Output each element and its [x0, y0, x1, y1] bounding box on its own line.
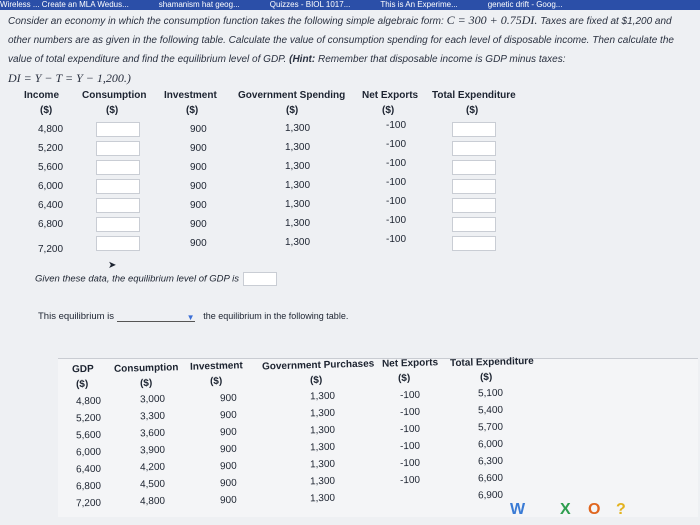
table2-cell: -100 — [399, 457, 421, 469]
table1-cell: -100 — [386, 120, 407, 131]
table2-unit: ($) — [139, 377, 153, 389]
table2-cell: 6,600 — [477, 472, 504, 485]
equilibrium-gdp-input[interactable] — [243, 272, 277, 286]
input-table — [0, 88, 700, 263]
total-expenditure-input[interactable] — [452, 179, 496, 194]
table1-header: Consumption — [82, 90, 147, 101]
table2-cell: 1,300 — [309, 441, 336, 454]
table1-cell: 1,300 — [285, 161, 311, 172]
table2-unit: ($) — [75, 378, 89, 391]
table1-unit: ($) — [186, 105, 199, 116]
table2-header: GDP — [71, 363, 94, 376]
table2-cell: 6,400 — [75, 463, 102, 476]
consumption-input[interactable] — [96, 217, 140, 232]
total-expenditure-input[interactable] — [452, 122, 496, 137]
table2-cell: 5,200 — [75, 412, 102, 425]
table1-cell: 900 — [190, 162, 207, 173]
table1-unit: ($) — [382, 105, 395, 116]
table1-cell: 900 — [190, 181, 207, 192]
table1-cell: -100 — [386, 215, 407, 226]
table2-cell: 3,300 — [139, 411, 166, 423]
table2-unit: ($) — [397, 373, 411, 385]
table2-cell: 1,300 — [309, 390, 336, 403]
table1-cell: -100 — [386, 139, 407, 150]
table1-unit: ($) — [286, 105, 299, 116]
hint-label: (Hint: — [289, 54, 316, 65]
table2-cell: 5,100 — [477, 387, 504, 400]
table2-header: Consumption — [113, 361, 179, 375]
table1-cell: 1,300 — [285, 180, 311, 191]
table2-cell: 6,900 — [477, 489, 504, 502]
total-expenditure-input[interactable] — [452, 217, 496, 232]
table2-header: Total Expenditure — [449, 355, 534, 370]
table2-cell: 6,000 — [477, 438, 504, 451]
table2-cell: 900 — [219, 426, 237, 439]
table2-unit: ($) — [479, 371, 493, 384]
table1-cell: 900 — [190, 238, 207, 249]
chevron-down-icon[interactable]: ▼ — [186, 313, 195, 322]
table1-header: Government Spending — [238, 90, 346, 101]
answer-table — [0, 338, 700, 518]
table1-unit: ($) — [106, 105, 119, 116]
question-text — [8, 11, 692, 89]
table2-cell: 900 — [219, 409, 237, 422]
consumption-formula: C = 300 + 0.75DI. — [446, 13, 538, 27]
table2-cell: -100 — [399, 389, 421, 401]
total-expenditure-input[interactable] — [452, 141, 496, 156]
table1-cell: 900 — [190, 200, 207, 211]
table1-cell: 7,200 — [38, 244, 64, 255]
table2-cell: 1,300 — [309, 475, 336, 488]
table2-cell: 6,300 — [477, 455, 504, 468]
mouse-cursor-icon: ➤ — [108, 260, 117, 271]
consumption-input[interactable] — [96, 141, 140, 156]
table2-cell: 4,800 — [139, 496, 166, 508]
table1-header: Net Exports — [362, 90, 419, 101]
table2-cell: -100 — [399, 474, 421, 486]
total-expenditure-input[interactable] — [452, 198, 496, 213]
help-icon[interactable]: ? — [616, 501, 626, 518]
table2-cell: 3,000 — [139, 394, 166, 406]
browser-tab[interactable]: This is An Experime... — [380, 0, 458, 9]
table2-cell: -100 — [399, 440, 421, 452]
table2-cell: 6,800 — [75, 480, 102, 493]
table2-cell: 900 — [219, 443, 237, 456]
table1-unit: ($) — [40, 105, 53, 116]
table1-cell: 1,300 — [285, 218, 311, 229]
table2-unit: ($) — [309, 374, 323, 386]
table1-cell: 6,800 — [38, 219, 64, 230]
hint-text: Remember that disposable income is GDP minus taxes: — [315, 54, 566, 65]
equilibrium-compare-prefix: This equilibrium is — [38, 311, 115, 322]
taskbar-dock — [260, 497, 700, 525]
word-app-icon[interactable]: W — [510, 501, 526, 518]
table1-header: Income — [24, 90, 60, 101]
table2-cell: 900 — [219, 477, 237, 490]
table1-cell: -100 — [386, 177, 407, 188]
table1-cell: 1,300 — [285, 123, 311, 134]
comparison-dropdown[interactable] — [117, 311, 195, 322]
browser-tab[interactable]: Quizzes - BIOL 1017... — [269, 0, 351, 9]
table2-cell: 4,500 — [139, 479, 166, 491]
table2-cell: 1,300 — [309, 492, 336, 505]
question-body: Taxes are fixed at $1,200 and other numbers are as given in the following table. Calculate the value of consumption spending for each level of disposable income. Then calculate the value of total expenditure and find the equilibrium level of GDP. — [8, 16, 674, 65]
table2-cell: 1,300 — [309, 458, 336, 471]
disposable-income-formula: DI = Y − T = Y − 1,200.) — [8, 71, 131, 85]
powerpoint-app-icon[interactable]: O — [588, 501, 601, 518]
table1-cell: 6,400 — [38, 200, 64, 211]
table1-unit: ($) — [466, 105, 479, 116]
browser-tab[interactable]: genetic drift - Goog... — [487, 0, 563, 9]
total-expenditure-input[interactable] — [452, 236, 496, 251]
consumption-input[interactable] — [96, 236, 140, 251]
table1-cell: -100 — [386, 196, 407, 207]
table2-cell: 4,800 — [75, 395, 102, 408]
table2-cell: 900 — [219, 494, 237, 507]
table1-cell: 1,300 — [285, 142, 311, 153]
consumption-input[interactable] — [96, 198, 140, 213]
table2-cell: 7,200 — [75, 497, 102, 510]
table1-cell: 5,200 — [38, 143, 64, 154]
consumption-input[interactable] — [96, 179, 140, 194]
table2-unit: ($) — [209, 376, 223, 388]
table2-cell: 900 — [219, 460, 237, 473]
total-expenditure-input[interactable] — [452, 160, 496, 175]
browser-tab[interactable]: shamanism hat geog... — [158, 0, 240, 9]
equilibrium-compare-suffix: the equilibrium in the following table. — [203, 311, 349, 321]
table1-cell: 900 — [190, 143, 207, 154]
table1-cell: 6,000 — [38, 181, 64, 192]
table1-cell: 900 — [190, 219, 207, 230]
table2-cell: 1,300 — [309, 424, 336, 437]
table2-cell: 1,300 — [309, 407, 336, 420]
table1-cell: 1,300 — [285, 237, 311, 248]
table1-cell: 5,600 — [38, 162, 64, 173]
table2-cell: 5,400 — [477, 404, 504, 417]
table2-cell: 4,200 — [139, 462, 166, 474]
browser-tab[interactable]: Wireless ... Create an MLA Wedus... — [0, 0, 129, 9]
table1-cell: 1,300 — [285, 199, 311, 210]
table2-cell: 5,600 — [75, 429, 102, 442]
consumption-input[interactable] — [96, 160, 140, 175]
table2-header: Net Exports — [381, 357, 439, 371]
table2-header: Investment — [189, 360, 243, 373]
table1-header: Total Expenditure — [432, 90, 516, 101]
question-intro: Consider an economy in which the consumption function takes the following simple algebraic form: — [8, 16, 447, 27]
browser-tab-bar[interactable] — [0, 0, 700, 10]
equilibrium-prompt: Given these data, the equilibrium level of GDP is — [35, 273, 239, 285]
equilibrium-prompt-line — [35, 272, 277, 286]
table1-cell: 4,800 — [38, 124, 64, 135]
table1-header: Investment — [164, 90, 217, 101]
table2-cell: 3,900 — [139, 445, 166, 457]
table2-cell: 900 — [219, 392, 237, 405]
table2-header: Government Purchases — [261, 358, 375, 373]
table1-cell: -100 — [386, 234, 407, 245]
table2-cell: 6,000 — [75, 446, 102, 459]
table2-cell: -100 — [399, 406, 421, 418]
table2-cell: -100 — [399, 423, 421, 435]
table2-cell: 3,600 — [139, 428, 166, 440]
table1-cell: -100 — [386, 158, 407, 169]
table2-cell: 5,700 — [477, 421, 504, 434]
excel-app-icon[interactable]: X — [560, 501, 571, 518]
consumption-input[interactable] — [96, 122, 140, 137]
table1-cell: 900 — [190, 124, 207, 135]
equilibrium-compare-line — [38, 311, 348, 322]
